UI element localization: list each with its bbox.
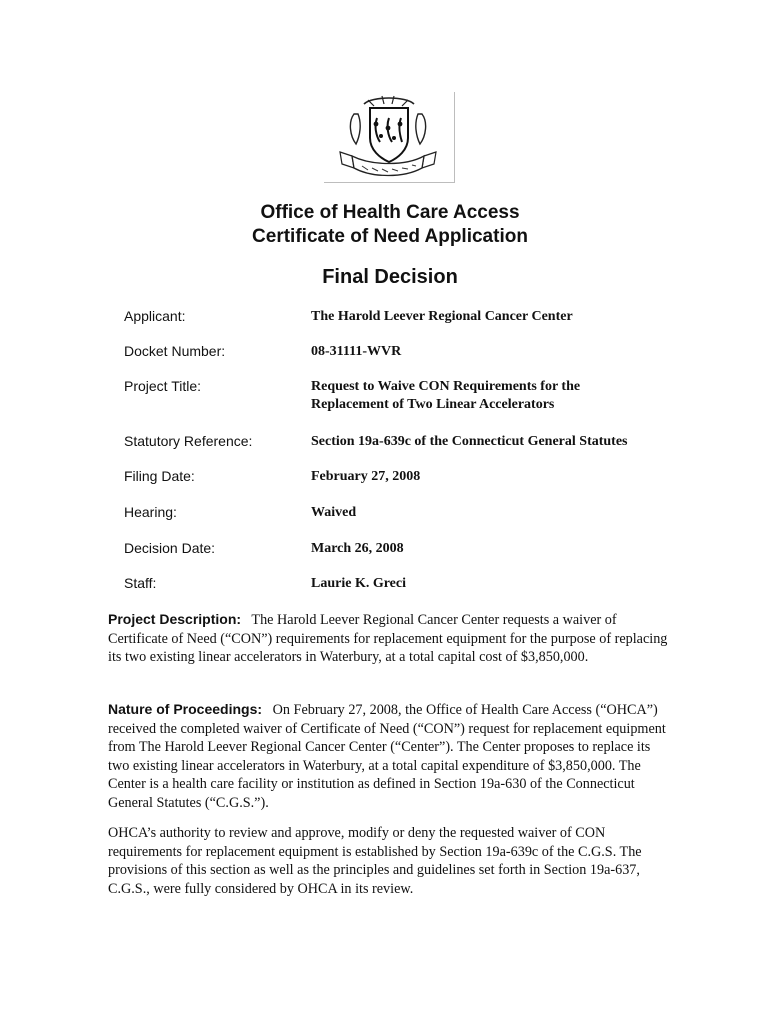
seal-frame [324,92,455,183]
office-title: Office of Health Care Access [260,202,520,223]
nature-of-proceedings-text: On February 27, 2008, the Office of Health Care Access (“OHCA”) received the completed waiver of Certificate of Need (“CON”) request for replacement equipment from The Harold Leever Regional Cancer Center (“Center”). The Center proposes to replace its two existing linear accelerators in Waterbury, at a total capital expenditure of $3,850,000. The Center is a health care facility or institution as defined in Section 19a-630 of the Connecticut General Statutes (“C.G.S.”). [108,702,666,811]
statutory-reference-label: Statutory Reference: [124,433,253,449]
project-description-text: The Harold Leever Regional Cancer Center requests a waiver of Certificate of Need (“CON”) requirements for replacement equipment for the purpose of replacing its two existing linear accelerators in Waterbury, at a total capital cost of $3,850,000. [108,612,668,666]
filing-date-label: Filing Date: [124,468,195,484]
staff-value: Laurie K. Greci [311,576,406,591]
decision-date-label: Decision Date: [124,540,216,556]
docket-number-value: 08-31111-WVR [311,344,402,359]
project-description-paragraph [108,610,668,667]
nature-of-proceedings-heading: Nature of Proceedings: [108,701,263,717]
application-title: Certificate of Need Application [252,226,528,247]
project-title-value: Request to Waive CON Requirements for the Replacement of Two Linear Accelerators [311,379,581,412]
applicant-label: Applicant: [124,308,186,324]
applicant-value: The Harold Leever Regional Cancer Center [311,309,573,324]
hearing-value: Waived [311,505,357,520]
staff-label: Staff: [124,575,157,591]
hearing-label: Hearing: [124,504,177,520]
project-description-heading: Project Description: [108,611,242,627]
authority-text: OHCA’s authority to review and approve, modify or deny the requested waiver of CON requirements for replacement equipment is established by Section 19a-639c of the C.G.S. The provisions of this section as well as the principles and guidelines set forth in Section 19a-637, C.G.S., were fully considered by OHCA in its review. [108,825,642,897]
docket-number-label: Docket Number: [124,343,226,359]
nature-of-proceedings-paragraph [108,700,668,813]
authority-paragraph [108,824,668,898]
statutory-reference-value: Section 19a-639c of the Connecticut General Statutes [311,434,628,449]
decision-title: Final Decision [322,266,458,288]
connecticut-state-seal-icon [324,92,454,182]
project-title-label: Project Title: [124,378,202,394]
filing-date-value: February 27, 2008 [311,469,421,484]
decision-date-value: March 26, 2008 [311,541,404,556]
